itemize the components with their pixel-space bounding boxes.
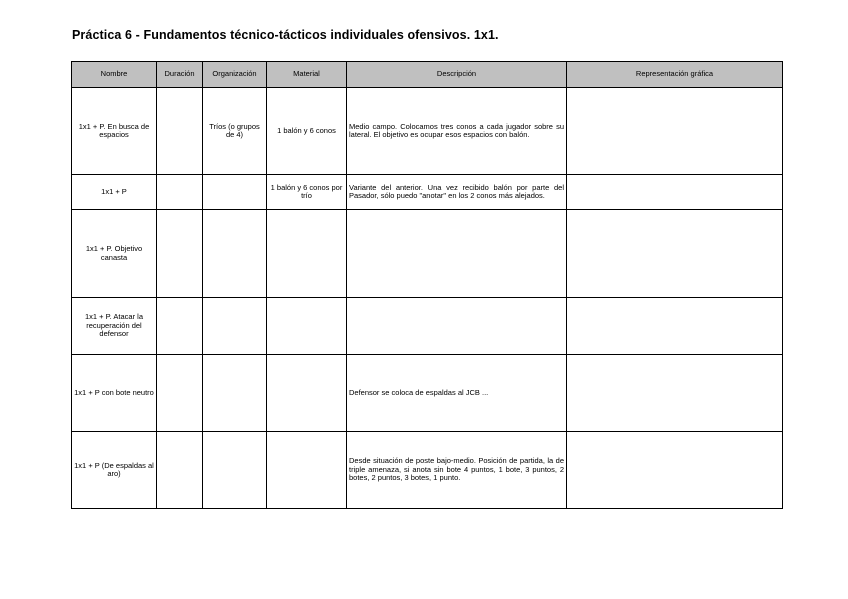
cell-descripcion	[347, 298, 567, 355]
cell-duracion	[157, 175, 203, 210]
header-duracion: Duración	[157, 62, 203, 88]
table-row	[72, 88, 783, 175]
cell-descripcion: Desde situación de poste bajo-medio. Posición de partida, la de triple amenaza, si anota sin bote 4 puntos, 1 bote, 3 puntos, 2 botes, 2 puntos, 3 botes, 1 punto.	[347, 432, 567, 509]
cell-descripcion	[347, 210, 567, 298]
header-material: Material	[267, 62, 347, 88]
table-row	[72, 298, 783, 355]
cell-descripcion: Medio campo. Colocamos tres conos a cada jugador sobre su lateral. El objetivo es ocupar esos espacios con balón.	[347, 88, 567, 175]
cell-organizacion	[203, 210, 267, 298]
cell-descripcion: Variante del anterior. Una vez recibido balón por parte del Pasador, sólo puedo "anotar" en los 2 conos más alejados.	[347, 175, 567, 210]
cell-material	[267, 355, 347, 432]
table-row	[72, 210, 783, 298]
cell-nombre: 1x1 + P. En busca de espacios	[72, 88, 157, 175]
cell-duracion	[157, 88, 203, 175]
table-row	[72, 175, 783, 210]
cell-duracion	[157, 355, 203, 432]
cell-organizacion: Tríos (o grupos de 4)	[203, 88, 267, 175]
cell-organizacion	[203, 432, 267, 509]
cell-material	[267, 432, 347, 509]
cell-organizacion	[203, 175, 267, 210]
table-header-row	[72, 62, 783, 88]
cell-representacion	[567, 432, 783, 509]
cell-duracion	[157, 432, 203, 509]
cell-nombre: 1x1 + P con bote neutro	[72, 355, 157, 432]
page-title: Práctica 6 - Fundamentos técnico-tácticos individuales ofensivos. 1x1.	[72, 28, 499, 42]
cell-representacion	[567, 355, 783, 432]
header-nombre: Nombre	[72, 62, 157, 88]
cell-nombre: 1x1 + P	[72, 175, 157, 210]
cell-material: 1 balón y 6 conos	[267, 88, 347, 175]
cell-duracion	[157, 210, 203, 298]
practice-table	[71, 61, 783, 509]
cell-material	[267, 210, 347, 298]
table-row	[72, 432, 783, 509]
cell-representacion	[567, 210, 783, 298]
cell-duracion	[157, 298, 203, 355]
header-organizacion: Organización	[203, 62, 267, 88]
cell-nombre: 1x1 + P. Objetivo canasta	[72, 210, 157, 298]
cell-nombre: 1x1 + P. Atacar la recuperación del defensor	[72, 298, 157, 355]
cell-descripcion: Defensor se coloca de espaldas al JCB ...	[347, 355, 567, 432]
cell-representacion	[567, 175, 783, 210]
header-representacion: Representación gráfica	[567, 62, 783, 88]
cell-representacion	[567, 88, 783, 175]
cell-representacion	[567, 298, 783, 355]
cell-organizacion	[203, 298, 267, 355]
cell-material: 1 balón y 6 conos por trío	[267, 175, 347, 210]
cell-nombre: 1x1 + P (De espaldas al aro)	[72, 432, 157, 509]
cell-material	[267, 298, 347, 355]
cell-organizacion	[203, 355, 267, 432]
header-descripcion: Descripción	[347, 62, 567, 88]
table-row	[72, 355, 783, 432]
